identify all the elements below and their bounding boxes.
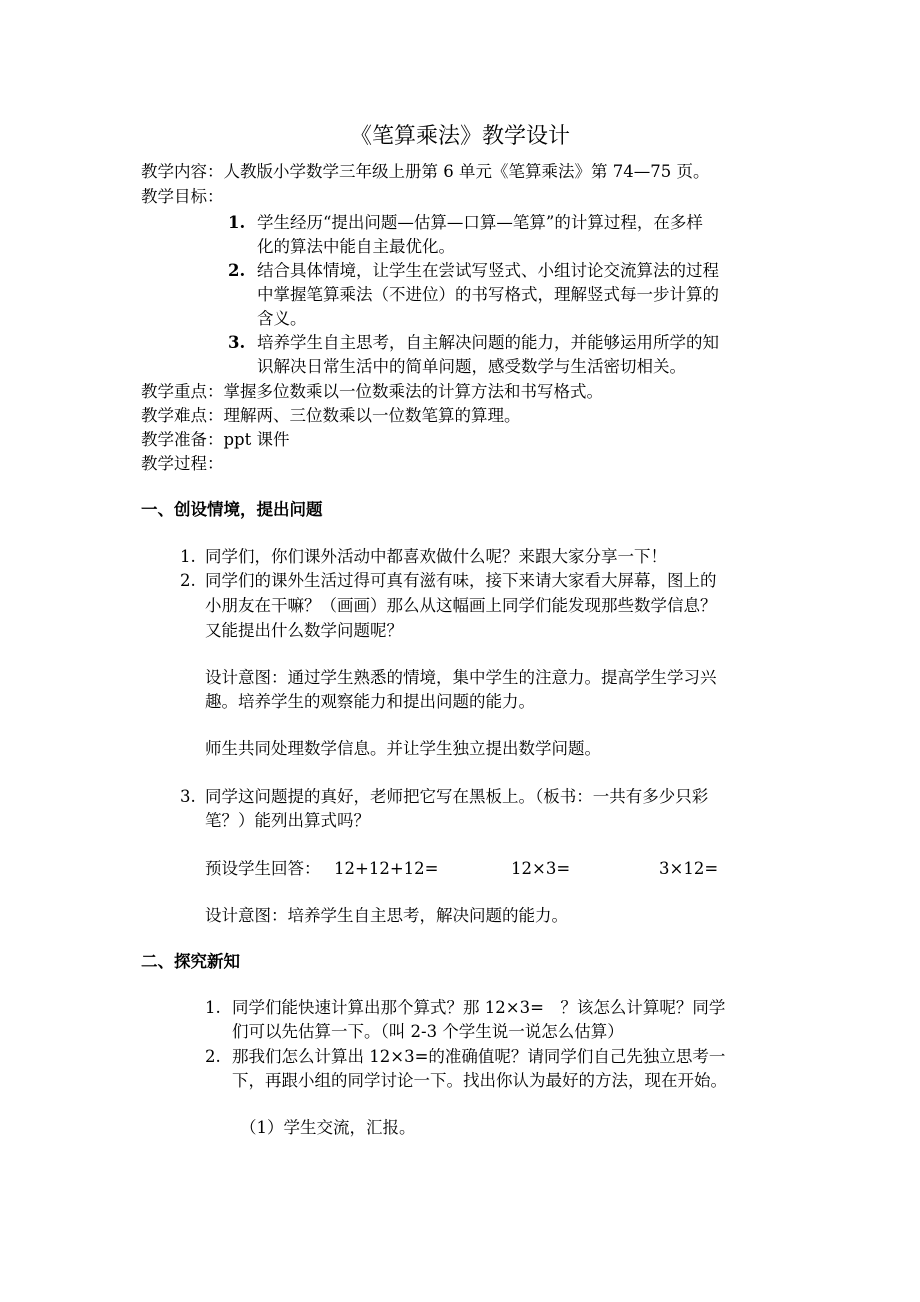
s1-item-3-line-1: 同学这问题提的真好，老师把它写在黑板上。（板书：一共有多少只彩 xyxy=(205,787,709,806)
key-point: 教学重点：掌握多位数乘以一位数乘法的计算方法和书写格式。 xyxy=(141,382,603,401)
s2-item-2-line-1: 那我们怎么计算出 12×3=的准确值呢？请同学们自己先独立思考一 xyxy=(232,1047,726,1066)
page-title: 《笔算乘法》教学设计 xyxy=(349,124,570,149)
preparation: 教学准备：ppt 课件 xyxy=(141,430,290,449)
together-note: 师生共同处理数学信息。并让学生独立提出数学问题。 xyxy=(205,739,601,758)
teaching-content: 教学内容：人教版小学数学三年级上册第 6 单元《笔算乘法》第 74—75 页。 xyxy=(141,162,710,181)
s1-item-1-line-1: 同学们，你们课外活动中都喜欢做什么呢？来跟大家分享一下！ xyxy=(205,547,667,566)
design-intent-1-line-2: 趣。培养学生的观察能力和提出问题的能力。 xyxy=(205,692,535,711)
answers-label: 预设学生回答： xyxy=(205,859,321,878)
goal-1-line-2: 化的算法中能自主最优化。 xyxy=(257,237,455,256)
s2-item-1-line-1: 同学们能快速计算出那个算式？那 12×3= ？该怎么计算呢？同学 xyxy=(232,998,726,1017)
s1-item-2-line-1: 同学们的课外生活过得可真有滋有味，接下来请大家看大屏幕，图上的 xyxy=(205,571,717,590)
s2-sub-1: （1）学生交流，汇报。 xyxy=(240,1118,416,1137)
goal-2-line-3: 含义。 xyxy=(257,309,307,328)
process-label: 教学过程： xyxy=(141,454,224,473)
answer-1: 12+12+12= xyxy=(334,859,439,878)
goal-1-line-1: 学生经历“提出问题—估算—口算—笔算”的计算过程，在多样 xyxy=(257,213,703,232)
goal-2-number: 2. xyxy=(228,261,246,280)
difficulty: 教学难点：理解两、三位数乘以一位数笔算的算理。 xyxy=(141,406,521,425)
answer-3: 3×12= xyxy=(659,859,719,878)
goal-1-number: 1. xyxy=(228,213,246,232)
goal-3-line-1: 培养学生自主思考，自主解决问题的能力，并能够运用所学的知 xyxy=(257,333,719,352)
s1-item-1-number: 1. xyxy=(180,547,196,566)
goal-3-number: 3. xyxy=(228,333,246,352)
s1-item-2-line-2: 小朋友在干嘛？（画画）那么从这幅画上同学们能发现那些数学信息？ xyxy=(205,596,717,615)
s2-item-2-number: 2. xyxy=(205,1047,221,1066)
goal-2-line-1: 结合具体情境，让学生在尝试写竖式、小组讨论交流算法的过程 xyxy=(257,261,719,280)
s1-item-2-line-3: 又能提出什么数学问题呢？ xyxy=(205,621,403,640)
s1-item-3-number: 3. xyxy=(180,787,196,806)
s2-item-1-line-2: 们可以先估算一下。（叫 2-3 个学生说一说怎么估算） xyxy=(232,1022,624,1041)
design-intent-1-line-1: 设计意图：通过学生熟悉的情境，集中学生的注意力。提高学生学习兴 xyxy=(205,668,717,687)
section-2-heading: 二、探究新知 xyxy=(141,952,240,971)
s1-item-2-number: 2. xyxy=(180,571,196,590)
teaching-goals-label: 教学目标： xyxy=(141,187,224,206)
goal-2-line-2: 中掌握笔算乘法（不进位）的书写格式，理解竖式每一步计算的 xyxy=(257,285,719,304)
answer-2: 12×3= xyxy=(511,859,571,878)
s2-item-2-line-2: 下，再跟小组的同学讨论一下。找出你认为最好的方法，现在开始。 xyxy=(232,1071,727,1090)
goal-3-line-2: 识解决日常生活中的简单问题，感受数学与生活密切相关。 xyxy=(257,357,686,376)
s1-item-3-line-2: 笔？）能列出算式吗？ xyxy=(205,811,370,830)
s2-item-1-number: 1. xyxy=(205,998,221,1017)
section-1-heading: 一、创设情境，提出问题 xyxy=(141,500,323,519)
design-intent-2: 设计意图：培养学生自主思考，解决问题的能力。 xyxy=(205,906,568,925)
